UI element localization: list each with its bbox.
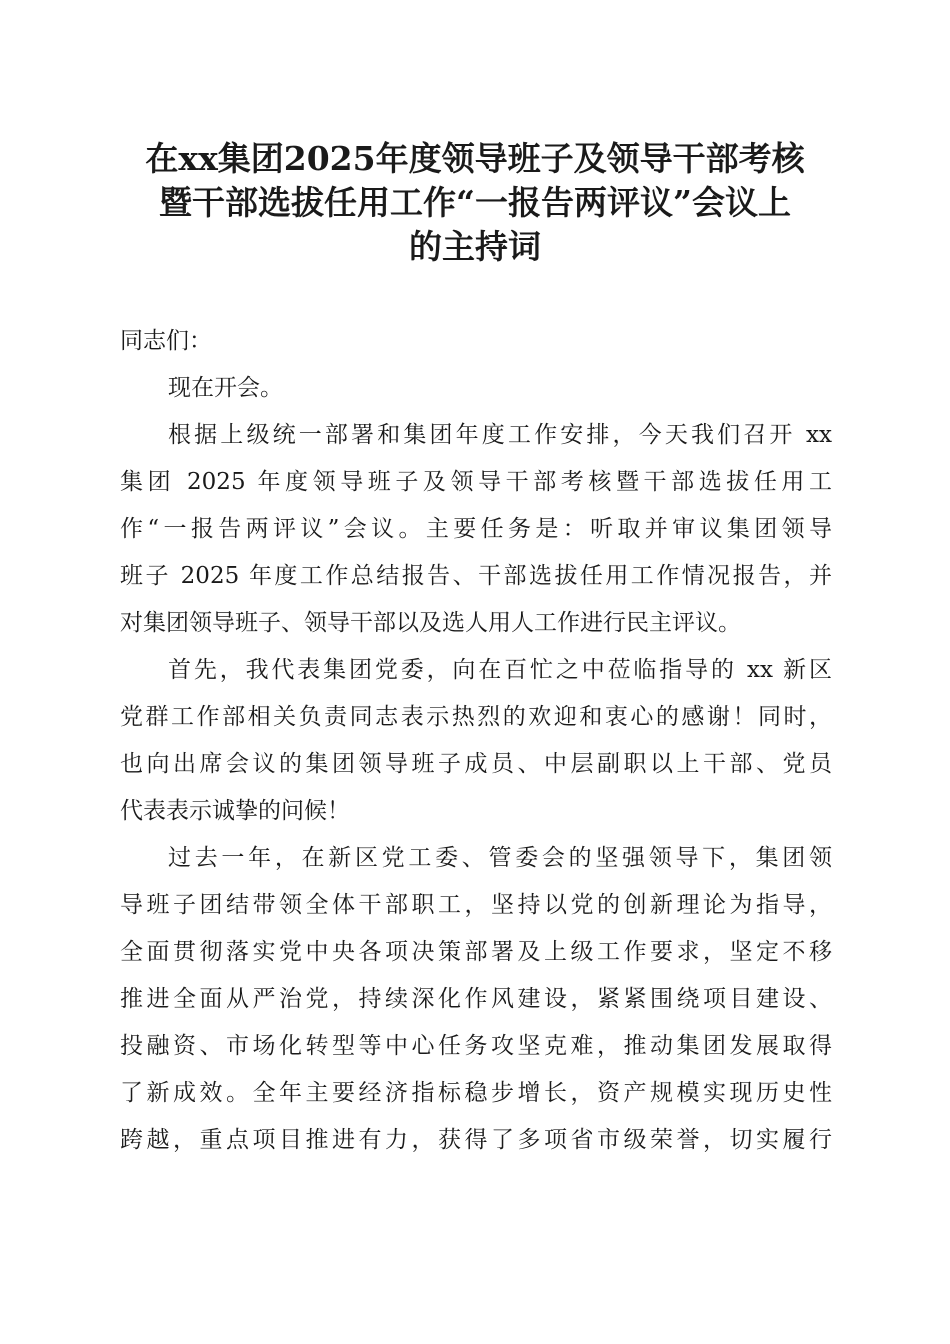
title-line-2: 暨干部选拔任用工作“一报告两评议”会议上 (159, 183, 791, 222)
title-line-3: 的主持词 (409, 227, 541, 266)
paragraph-purpose (120, 412, 832, 647)
paragraph-opening (120, 365, 832, 412)
salutation (120, 318, 832, 365)
paragraph-line: 过去一年，在新区党工委、管委会的坚强领导下，集团领 (168, 845, 832, 871)
paragraph-line: 班子 2025 年度工作总结报告、干部选拔任用工作情况报告，并 (120, 563, 832, 589)
paragraph-line: 全面贯彻落实党中央各项决策部署及上级工作要求，坚定不移 (120, 939, 832, 965)
document-title (110, 137, 840, 269)
paragraph-line: 首先，我代表集团党委，向在百忙之中莅临指导的 xx 新区 (168, 657, 832, 683)
document-body (120, 318, 832, 1164)
paragraph-line: 对集团领导班子、领导干部以及选人用人工作进行民主评议。 (120, 610, 741, 636)
paragraph-line: 跨越，重点项目推进有力，获得了多项省市级荣誉，切实履行 (120, 1127, 832, 1153)
paragraph-review (120, 835, 832, 1164)
paragraph-line: 了新成效。全年主要经济指标稳步增长，资产规模实现历史性 (120, 1080, 832, 1106)
paragraph-line: 代表表示诚挚的问候！ (120, 798, 350, 824)
paragraph-line: 推进全面从严治党，持续深化作风建设，紧紧围绕项目建设、 (120, 986, 832, 1012)
paragraph-line: 根据上级统一部署和集团年度工作安排，今天我们召开 xx (168, 422, 832, 448)
paragraph-line: 也向出席会议的集团领导班子成员、中层副职以上干部、党员 (120, 751, 832, 777)
paragraph-welcome (120, 647, 832, 835)
paragraph-line: 现在开会。 (168, 375, 283, 401)
title-line-1: 在xx集团2025年度领导班子及领导干部考核 (145, 139, 805, 178)
paragraph-line: 作“一报告两评议”会议。主要任务是：听取并审议集团领导 (120, 516, 832, 542)
paragraph-line: 党群工作部相关负责同志表示热烈的欢迎和衷心的感谢！同时， (120, 704, 832, 730)
salutation-text: 同志们： (120, 328, 212, 354)
paragraph-line: 导班子团结带领全体干部职工，坚持以党的创新理论为指导， (120, 892, 832, 918)
paragraph-line: 集团 2025 年度领导班子及领导干部考核暨干部选拔任用工 (120, 469, 832, 495)
paragraph-line: 投融资、市场化转型等中心任务攻坚克难，推动集团发展取得 (120, 1033, 832, 1059)
